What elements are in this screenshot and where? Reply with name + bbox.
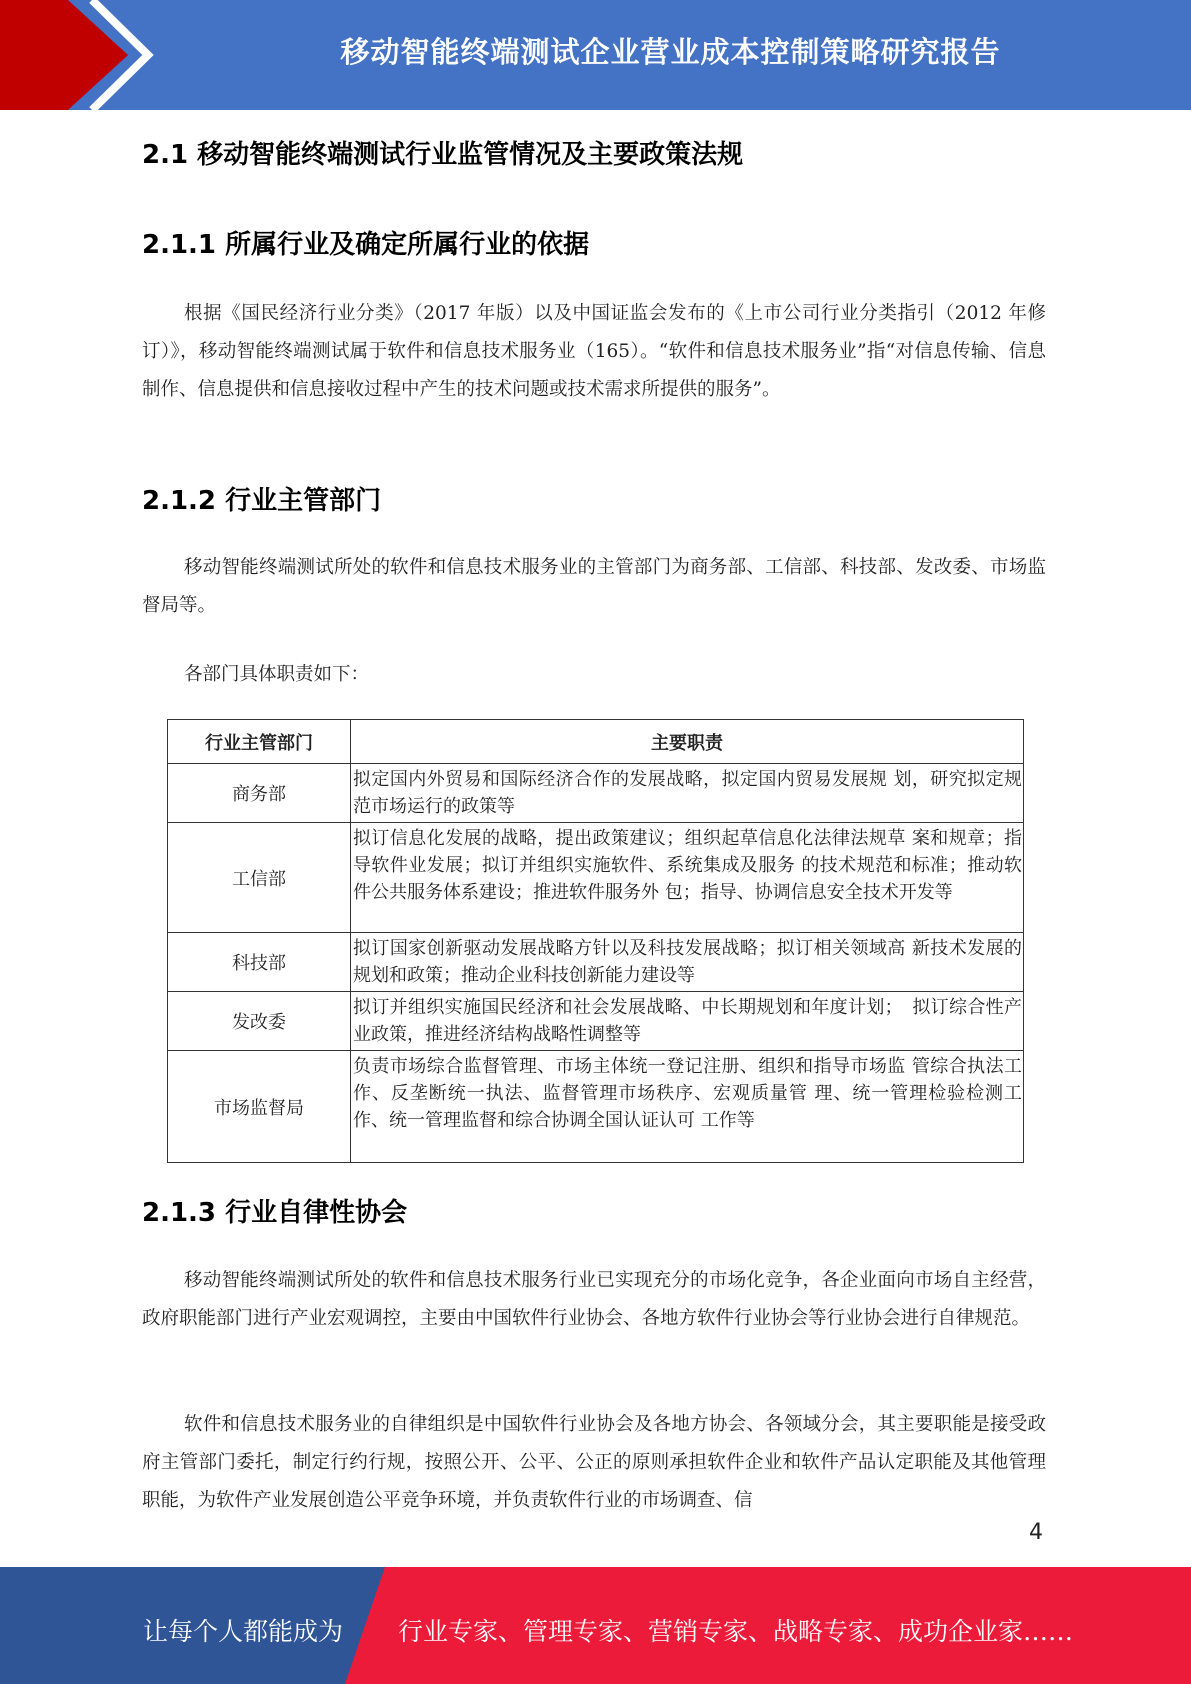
paragraph-self-regulation: 移动智能终端测试所处的软件和信息技术服务行业已实现充分的市场化竞争，各企业面向市场自主经营，政府职能部门进行产业宏观调控，主要由中国软件行业协会、各地方软件行业协会等行业协会进行自律规范。 bbox=[142, 1270, 1046, 1329]
table-cell-duty: 拟订国家创新驱动发展战略方针以及科技发展战略；拟订相关领域高 新技术发展的规划和政策；推动企业科技创新能力建设等 bbox=[351, 933, 1024, 992]
table-row bbox=[168, 933, 1024, 992]
section-heading-2-1: 2.1 移动智能终端测试行业监管情况及主要政策法规 bbox=[142, 140, 744, 170]
table-cell-dept: 市场监督局 bbox=[168, 1051, 351, 1163]
table-cell-dept: 发改委 bbox=[168, 992, 351, 1051]
paragraph-association-duties: 软件和信息技术服务业的自律组织是中国软件行业协会及各地方协会、各领域分会，其主要职能是接受政府主管部门委托，制定行约行规，按照公开、公平、公正的原则承担软件企业和软件产品认定职能及其他管理职能，为软件产业发展创造公平竞争环境，并负责软件行业的市场调查、信 bbox=[142, 1414, 1046, 1511]
paragraph-industry-basis: 根据《国民经济行业分类》（2017 年版）以及中国证监会发布的《上市公司行业分类指引（2012 年修订）》，移动智能终端测试属于软件和信息技术服务业（165）。“软件和信息技术服务业”指“对信息传输、信息制作、信息提供和信息接收过程中产生的技术问题或技术需求所提供的服务”。 bbox=[142, 303, 1046, 400]
footer-banner bbox=[0, 1567, 1191, 1684]
table-cell-duty: 拟订并组织实施国民经济和社会发展战略、中长期规划和年度计划； 拟订综合性产业政策，推进经济结构战略性调整等 bbox=[351, 992, 1024, 1051]
footer-slogan-right: 行业专家、管理专家、营销专家、战略专家、成功企业家…… bbox=[398, 1617, 1074, 1646]
section-heading-2-1-3: 2.1.3 行业自律性协会 bbox=[142, 1198, 408, 1228]
section-heading-2-1-1: 2.1.1 所属行业及确定所属行业的依据 bbox=[142, 230, 590, 260]
table-cell-dept: 商务部 bbox=[168, 764, 351, 823]
table-row bbox=[168, 764, 1024, 823]
table-row bbox=[168, 992, 1024, 1051]
table-row bbox=[168, 823, 1024, 933]
table-header-dept: 行业主管部门 bbox=[168, 720, 351, 764]
paragraph-duties-intro: 各部门具体职责如下： bbox=[184, 664, 370, 685]
duties-table bbox=[167, 719, 1024, 1163]
table-cell-duty: 拟订信息化发展的战略，提出政策建议；组织起草信息化法律法规草 案和规章；指导软件业发展；拟订并组织实施软件、系统集成及服务 的技术规范和标准；推动软件公共服务体系建设；推进软件服务外 包；指导、协调信息安全技术开发等 bbox=[351, 823, 1024, 933]
page-number: 4 bbox=[1029, 1520, 1043, 1545]
header-banner bbox=[0, 0, 1191, 110]
table-cell-duty: 负责市场综合监督管理、市场主体统一登记注册、组织和指导市场监 管综合执法工作、反垄断统一执法、监督管理市场秩序、宏观质量管 理、统一管理检验检测工作、统一管理监督和综合协调全国认证认可 工作等 bbox=[351, 1051, 1024, 1163]
table-cell-duty: 拟定国内外贸易和国际经济合作的发展战略，拟定国内贸易发展规 划，研究拟定规范市场运行的政策等 bbox=[351, 764, 1024, 823]
table-header-duty: 主要职责 bbox=[351, 720, 1024, 764]
header-title: 移动智能终端测试企业营业成本控制策略研究报告 bbox=[340, 35, 1001, 69]
table-header-row bbox=[168, 720, 1024, 764]
table-cell-dept: 科技部 bbox=[168, 933, 351, 992]
paragraph-authorities: 移动智能终端测试所处的软件和信息技术服务业的主管部门为商务部、工信部、科技部、发改委、市场监督局等。 bbox=[142, 557, 1046, 616]
table-cell-dept: 工信部 bbox=[168, 823, 351, 933]
section-heading-2-1-2: 2.1.2 行业主管部门 bbox=[142, 486, 382, 516]
footer-slogan-left: 让每个人都能成为 bbox=[143, 1617, 344, 1646]
table-row bbox=[168, 1051, 1024, 1163]
